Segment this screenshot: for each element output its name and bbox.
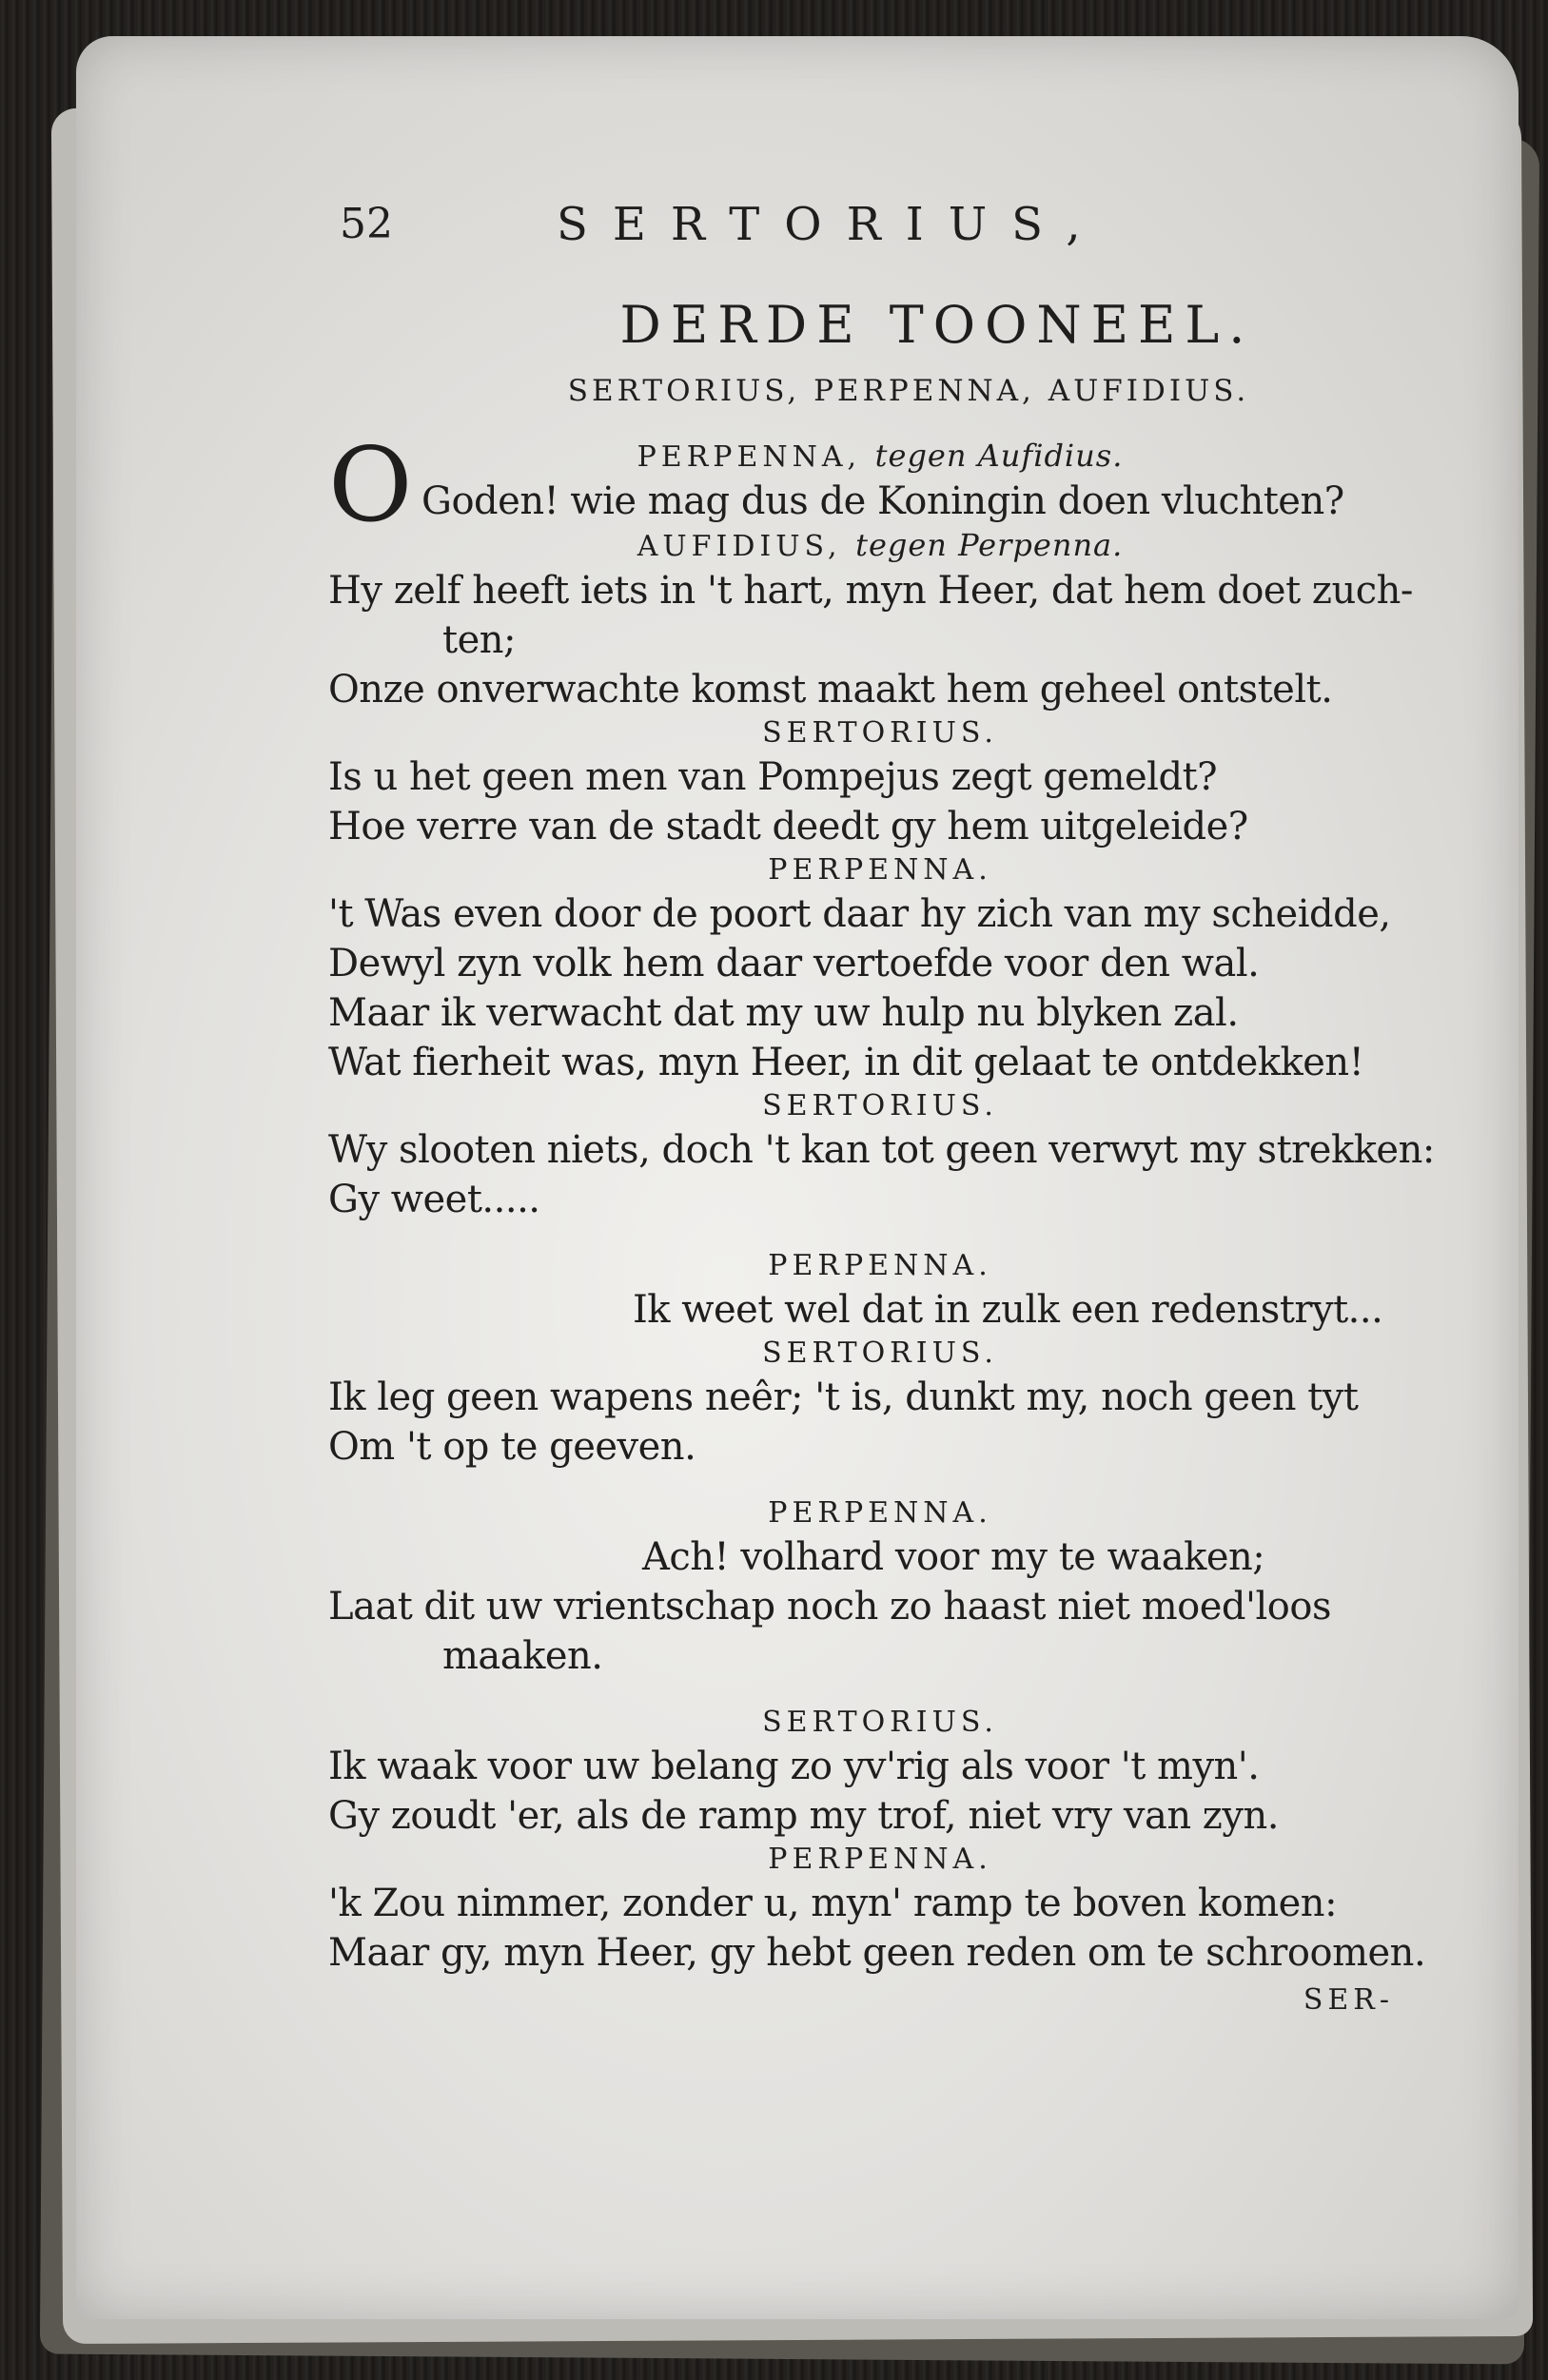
running-title: SERTORIUS, — [557, 198, 1106, 251]
speaker-label: AUFIDIUS, — [637, 530, 842, 563]
verse-line: Wat fierheit was, myn Heer, in dit gelaat te ontdekken! — [328, 1041, 1364, 1084]
verse-line: Ik leg geen wapens neêr; 't is, dunkt my, noch geen tyt — [328, 1375, 1359, 1419]
text-block — [328, 190, 1435, 2017]
speaker-name: SERTORIUS. — [762, 1336, 998, 1370]
speech-block — [328, 1841, 1432, 1978]
verse-line: Wy slooten niets, doch 't kan tot geen verwyt my strekken: — [328, 1128, 1435, 1172]
drop-cap: O — [328, 426, 413, 545]
speech-block — [328, 1335, 1432, 1472]
speech-block — [328, 526, 1432, 714]
verse-line: Hy zelf heeft iets in 't hart, myn Heer, dat hem doet zuch- — [328, 569, 1413, 613]
verse-line: maaken. — [442, 1634, 603, 1678]
verse-line: Goden! wie mag dus de Koningin doen vluchten? — [421, 479, 1344, 523]
verse-line: Onze onverwachte komst maakt hem geheel ontstelt. — [328, 668, 1333, 712]
verse-line: Ik weet wel dat in zulk een redenstryt... — [633, 1288, 1383, 1332]
speaker-label: PERPENNA, — [637, 440, 862, 474]
speech-block — [328, 1704, 1432, 1841]
spacer — [328, 1681, 1432, 1704]
verse-line: Maar ik verwacht dat my uw hulp nu blyken zal. — [328, 991, 1239, 1035]
cast-list: SERTORIUS, PERPENNA, AUFIDIUS. — [567, 374, 1250, 408]
speaker-name: PERPENNA. — [768, 1843, 992, 1876]
page-number: 52 — [340, 200, 393, 248]
verse-line: Maar gy, myn Heer, gy hebt geen reden om te schroomen. — [328, 1931, 1426, 1975]
verse-line: 't Was even door de poort daar hy zich van my scheidde, — [328, 892, 1391, 936]
page-header — [328, 190, 1432, 295]
verse-line: Dewyl zyn volk hem daar vertoefde voor den wal. — [328, 942, 1260, 985]
verse-line: Gy zoudt 'er, als de ramp my trof, niet vry van zyn. — [328, 1794, 1279, 1838]
spacer — [328, 1472, 1432, 1494]
catchword: SER- — [1303, 1983, 1394, 2017]
speech-block — [328, 851, 1432, 1087]
verse-line: Ach! volhard voor my te waaken; — [642, 1535, 1265, 1579]
speaker-name: SERTORIUS. — [762, 1089, 998, 1122]
speech-block — [328, 1494, 1432, 1681]
verse-line: Laat dit uw vrientschap noch zo haast niet moed'loos — [328, 1585, 1331, 1629]
speaker-name: PERPENNA. — [768, 1496, 992, 1530]
verse-line: 'k Zou nimmer, zonder u, myn' ramp te boven komen: — [328, 1882, 1338, 1925]
verse-line: ten; — [442, 618, 516, 662]
verse-line: Hoe verre van de stadt deedt gy hem uitgeleide? — [328, 805, 1248, 849]
verse-line: Ik waak voor uw belang zo yv'rig als voor 't myn'. — [328, 1745, 1260, 1788]
speech-block — [328, 1087, 1435, 1224]
scene-title: DERDE TOONEEL. — [619, 295, 1255, 355]
stage-direction: tegen Aufidius. — [874, 438, 1124, 474]
speaker-name — [328, 437, 1432, 477]
speaker-name: PERPENNA. — [768, 1249, 992, 1282]
verse-line: Gy weet..... — [328, 1178, 540, 1221]
speaker-name — [328, 526, 1432, 566]
stage-direction: tegen Perpenna. — [855, 527, 1124, 563]
verse-line: Om 't op te geeven. — [328, 1425, 696, 1469]
speech-block — [328, 714, 1432, 851]
spacer — [328, 1224, 1432, 1247]
speaker-name: SERTORIUS. — [762, 1706, 998, 1739]
speaker-name: PERPENNA. — [768, 853, 992, 887]
speaker-name: SERTORIUS. — [762, 716, 998, 750]
verse-line: Is u het geen men van Pompejus zegt gemeldt? — [328, 755, 1218, 799]
speech-block — [328, 1247, 1432, 1335]
